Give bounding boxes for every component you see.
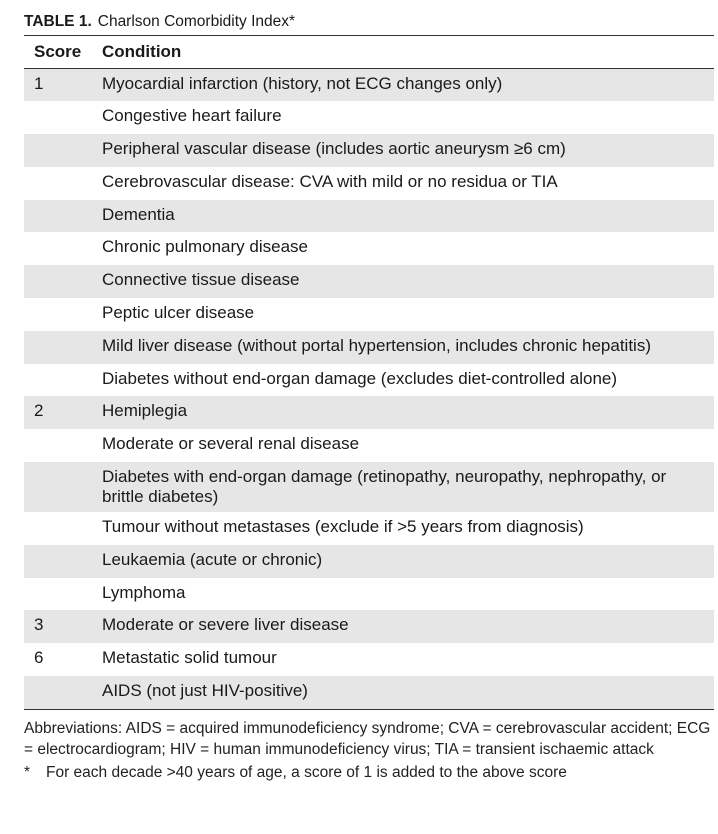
score-cell [24, 545, 102, 578]
condition-cell: Peripheral vascular disease (includes aortic aneurysm ≥6 cm) [102, 134, 714, 167]
footnote [24, 762, 714, 783]
table-row [24, 512, 714, 545]
table-row [24, 167, 714, 200]
table-row [24, 545, 714, 578]
score-cell [24, 364, 102, 397]
score-cell: 3 [24, 610, 102, 643]
table-row [24, 462, 714, 512]
table-row [24, 101, 714, 134]
table-label: TABLE 1. [24, 13, 92, 30]
table-row [24, 69, 714, 102]
abbreviations-note: Abbreviations: AIDS = acquired immunodeficiency syndrome; CVA = cerebrovascular accident; ECG = electrocardiogram; HIV = human immunodeficiency virus; TIA = transient ischaemic attack [24, 719, 711, 758]
footnote-text: For each decade >40 years of age, a score of 1 is added to the above score [46, 763, 567, 781]
condition-cell: Hemiplegia [102, 396, 714, 429]
table-row [24, 331, 714, 364]
score-cell [24, 101, 102, 134]
condition-cell: Congestive heart failure [102, 106, 282, 126]
condition-cell: Diabetes with end-organ damage (retinopathy, neuropathy, nephropathy, or brittle diabetes) [102, 462, 714, 512]
score-cell [24, 512, 102, 545]
condition-cell: Peptic ulcer disease [102, 303, 255, 323]
table-body [24, 69, 714, 709]
condition-cell: Cerebrovascular disease: CVA with mild or no residua or TIA [102, 171, 558, 191]
score-cell [24, 167, 102, 200]
table-title: Charlson Comorbidity Index* [97, 13, 296, 30]
table-row [24, 610, 714, 643]
condition-cell: AIDS (not just HIV-positive) [102, 676, 714, 709]
table-row [24, 364, 714, 397]
table-row [24, 396, 714, 429]
score-cell [24, 578, 102, 611]
condition-cell: Connective tissue disease [102, 265, 714, 298]
score-cell: 6 [34, 648, 44, 668]
condition-cell: Diabetes without end-organ damage (excludes diet-controlled alone) [102, 368, 618, 388]
condition-cell: Chronic pulmonary disease [102, 237, 308, 257]
condition-cell: Metastatic solid tumour [102, 648, 277, 668]
table-row [24, 578, 714, 611]
condition-cell: Leukaemia (acute or chronic) [102, 545, 714, 578]
bottom-rule [24, 709, 714, 710]
footnote-mark: * [24, 763, 31, 781]
condition-cell: Mild liver disease (without portal hypertension, includes chronic hepatitis) [102, 331, 714, 364]
comorbidity-table [24, 36, 714, 709]
table-row [24, 298, 714, 331]
score-cell [24, 265, 102, 298]
condition-cell: Moderate or severe liver disease [102, 610, 714, 643]
table-row [24, 134, 714, 167]
score-cell [24, 232, 102, 265]
table-row [24, 429, 714, 462]
table-row [24, 200, 714, 233]
table-row [24, 232, 714, 265]
score-cell [24, 200, 102, 233]
condition-cell: Lymphoma [102, 582, 186, 602]
header-condition: Condition [102, 36, 714, 69]
table-figure [24, 8, 714, 783]
table-row [24, 265, 714, 298]
score-cell: 1 [24, 69, 102, 102]
condition-cell: Dementia [102, 200, 714, 233]
score-cell [24, 134, 102, 167]
condition-cell: Tumour without metastases (exclude if >5 years from diagnosis) [102, 517, 584, 537]
header-score: Score [24, 36, 102, 69]
score-cell [24, 298, 102, 331]
table-caption [24, 8, 714, 35]
condition-cell: Moderate or several renal disease [102, 434, 360, 454]
table-row [24, 676, 714, 709]
score-cell [24, 462, 102, 512]
score-cell [24, 429, 102, 462]
score-cell [24, 331, 102, 364]
header-row [24, 36, 714, 69]
condition-cell: Myocardial infarction (history, not ECG changes only) [102, 69, 714, 102]
score-cell: 2 [24, 396, 102, 429]
table-row [24, 643, 714, 676]
score-cell [24, 676, 102, 709]
